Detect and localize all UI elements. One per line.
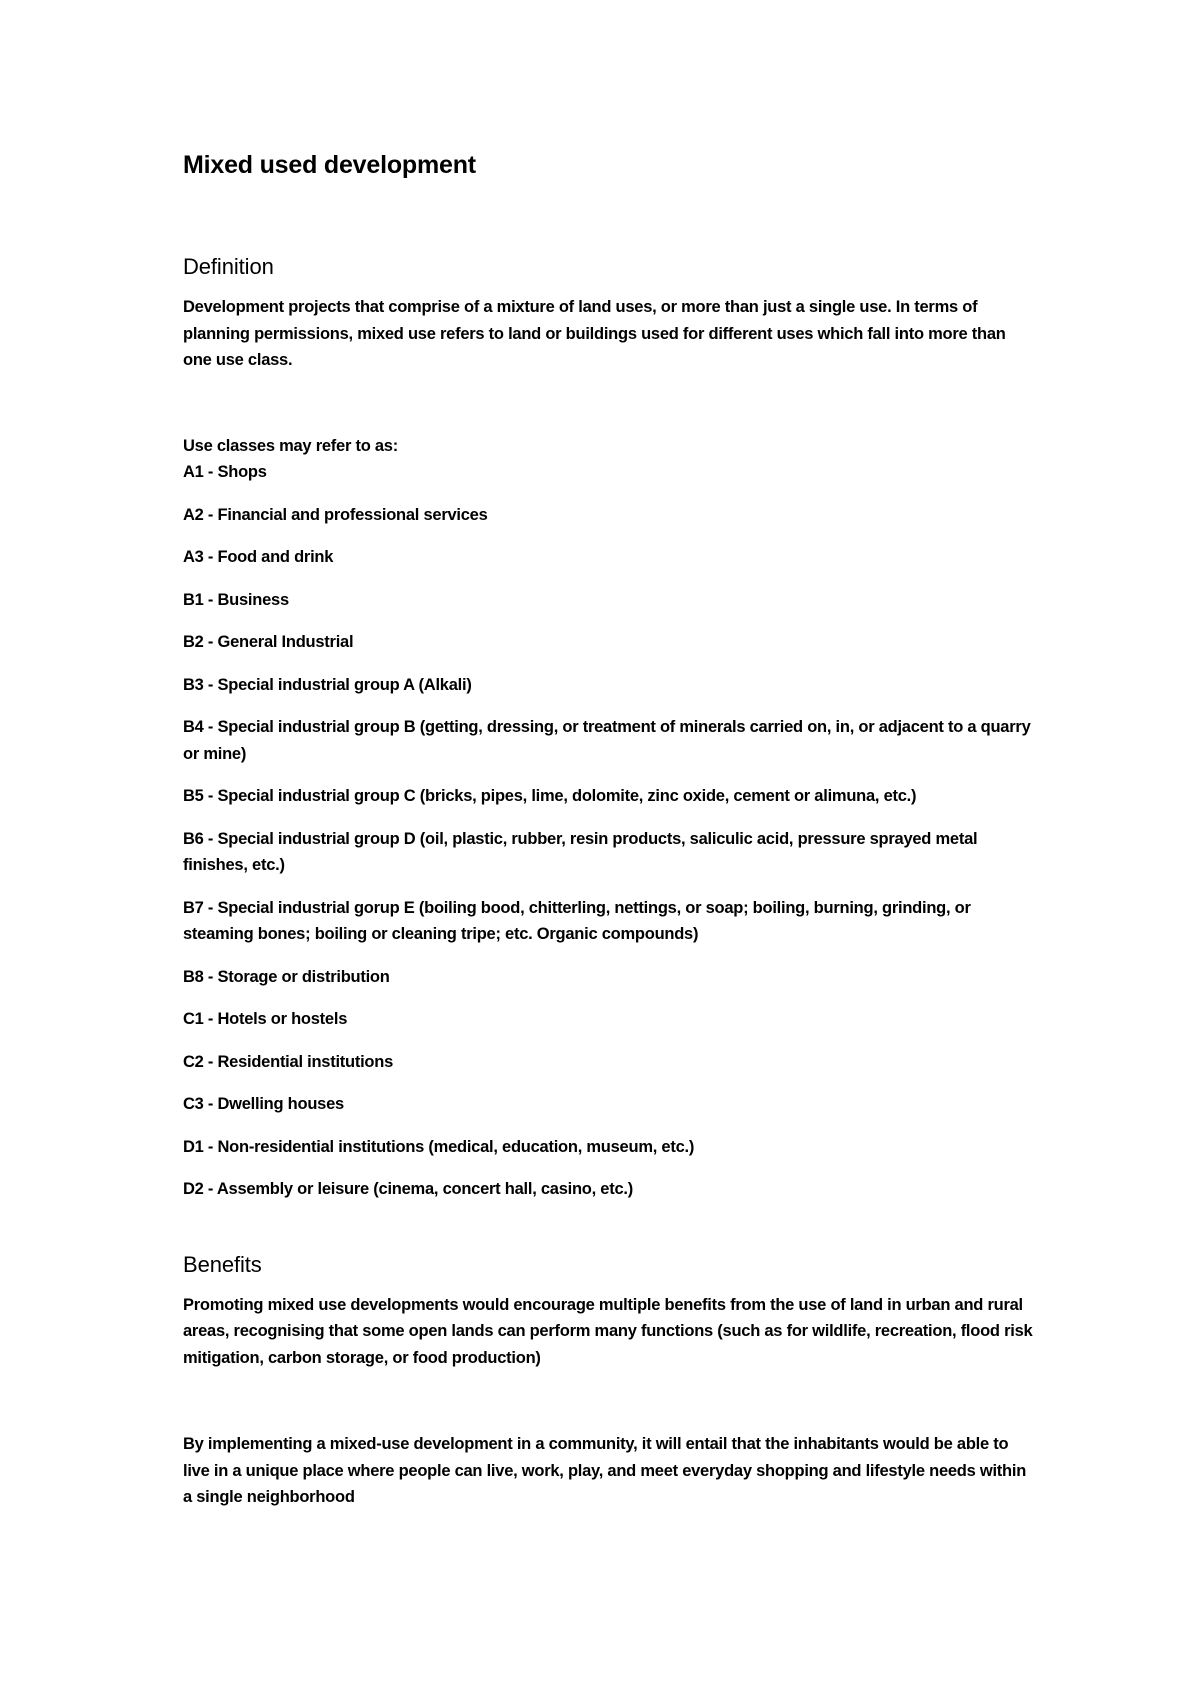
use-class-item: B1 - Business bbox=[183, 590, 289, 609]
use-class-item: A2 - Financial and professional services bbox=[183, 505, 488, 524]
use-class-item: B5 - Special industrial group C (bricks, pipes, lime, dolomite, zinc oxide, cement or alimuna, etc.) bbox=[183, 787, 917, 805]
use-class-item: B8 - Storage or distribution bbox=[183, 967, 390, 986]
benefits-heading: Benefits bbox=[183, 1251, 262, 1277]
use-class-item: B4 - Special industrial group B (getting, dressing, or treatment of minerals carried on, in, or adjacent to a quarry or mine) bbox=[183, 718, 1031, 763]
use-classes-intro: Use classes may refer to as: bbox=[183, 436, 398, 455]
use-class-item: B7 - Special industrial gorup E (boiling bood, chitterling, nettings, or soap; boiling, burning, grinding, or steaming bones; boiling or cleaning tripe; etc. Organic compounds) bbox=[183, 898, 971, 943]
use-class-item: C3 - Dwelling houses bbox=[183, 1095, 344, 1113]
use-class-item: A3 - Food and drink bbox=[183, 548, 334, 566]
use-class-item: C1 - Hotels or hostels bbox=[183, 1010, 348, 1028]
document-body bbox=[183, 150, 1033, 1511]
use-class-item: D1 - Non-residential institutions (medical, education, museum, etc.) bbox=[183, 1137, 695, 1156]
use-class-item: B2 - General Industrial bbox=[183, 633, 354, 651]
use-class-item: C2 - Residential institutions bbox=[183, 1052, 394, 1071]
document-title: Mixed used development bbox=[183, 151, 476, 179]
use-classes-list bbox=[183, 459, 1033, 1203]
definition-heading: Definition bbox=[183, 254, 274, 279]
use-class-item: B6 - Special industrial group D (oil, plastic, rubber, resin products, saliculic acid, pressure sprayed metal finishes, etc.) bbox=[183, 829, 978, 874]
benefits-paragraph-2: By implementing a mixed-use development in a community, it will entail that the inhabitants would be able to live in a unique place where people can live, work, play, and meet everyday shopping and lifestyle needs within a single neighborhood bbox=[183, 1435, 1027, 1506]
definition-paragraph: Development projects that comprise of a mixture of land uses, or more than just a single use. In terms of planning permissions, mixed use refers to land or buildings used for different uses which fall into more than one use class. bbox=[183, 298, 1006, 369]
benefits-paragraph-1: Promoting mixed use developments would encourage multiple benefits from the use of land in urban and rural areas, recognising that some open lands can perform many functions (such as for wildlife, recreation, flood risk mitigation, carbon storage, or food production) bbox=[183, 1295, 1033, 1367]
use-class-item: D2 - Assembly or leisure (cinema, concert hall, casino, etc.) bbox=[183, 1180, 633, 1198]
use-class-item: A1 - Shops bbox=[183, 463, 267, 481]
use-class-item: B3 - Special industrial group A (Alkali) bbox=[183, 675, 472, 694]
